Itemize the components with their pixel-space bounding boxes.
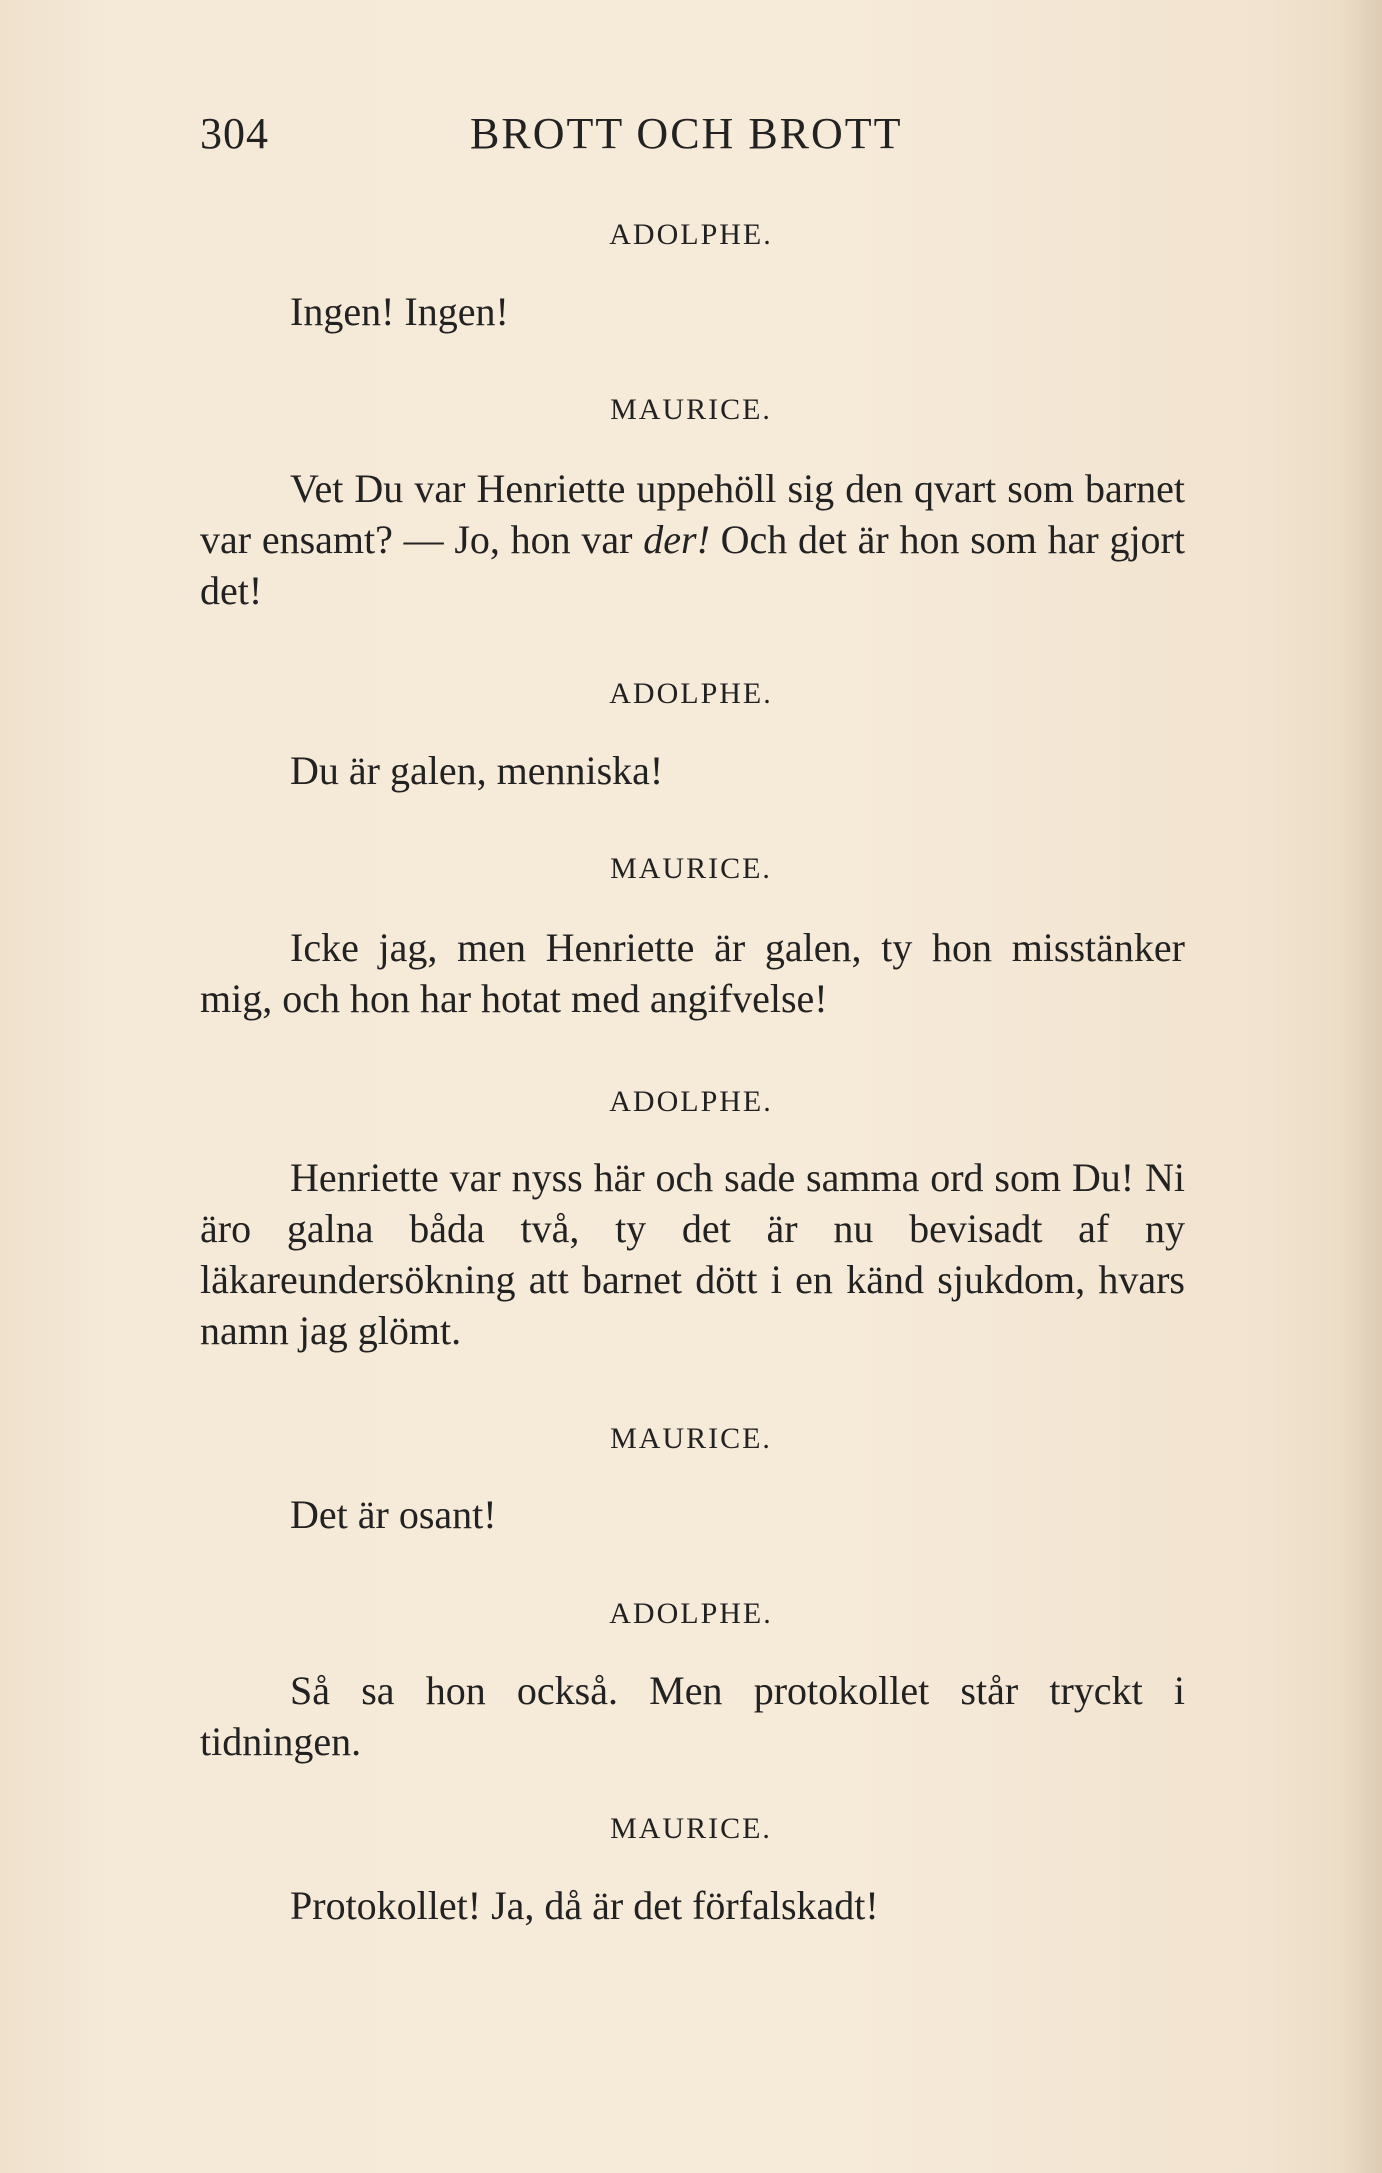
speaker-name: ADOLPHE. [609,1085,773,1118]
speaker-name: ADOLPHE. [609,1597,773,1630]
speech-text [200,463,1185,616]
speaker-name: MAURICE. [610,1422,772,1455]
speaker-name: ADOLPHE. [609,218,773,251]
speaker-name: MAURICE. [610,852,772,885]
speaker-name: MAURICE. [610,393,772,426]
page-number: 304 [200,109,269,158]
speech-text: Ingen! Ingen! [290,289,509,334]
page-header [200,108,1185,168]
speech-text: Icke jag, men Henriette är galen, ty hon misstänker mig, och hon har hotat med angifvelse! [200,925,1185,1021]
speaker-name: MAURICE. [610,1812,772,1845]
running-title: BROTT OCH BROTT [470,109,903,158]
speech-text-italic: der! [643,517,710,562]
speaker-name: ADOLPHE. [609,677,773,710]
speech-text: Protokollet! Ja, då är det förfalskadt! [290,1883,879,1928]
speech-text: Henriette var nyss här och sade samma ord som Du! Ni äro galna båda två, ty det är nu bevisadt af ny läkareundersökning att barnet dött i en känd sjukdom, hvars namn jag glömt. [200,1155,1185,1353]
speech-text: Det är osant! [290,1492,497,1537]
speech-text-part: Vet Du var Henriette uppehöll sig den qvart som barnet var ensamt? — Jo, hon var [200,466,1185,562]
speech-text-part: Och det är hon som har gjort det! [200,517,1185,613]
speech-text: Så sa hon också. Men protokollet står tryckt i tidningen. [200,1668,1185,1764]
speech-text: Du är galen, menniska! [290,748,664,793]
